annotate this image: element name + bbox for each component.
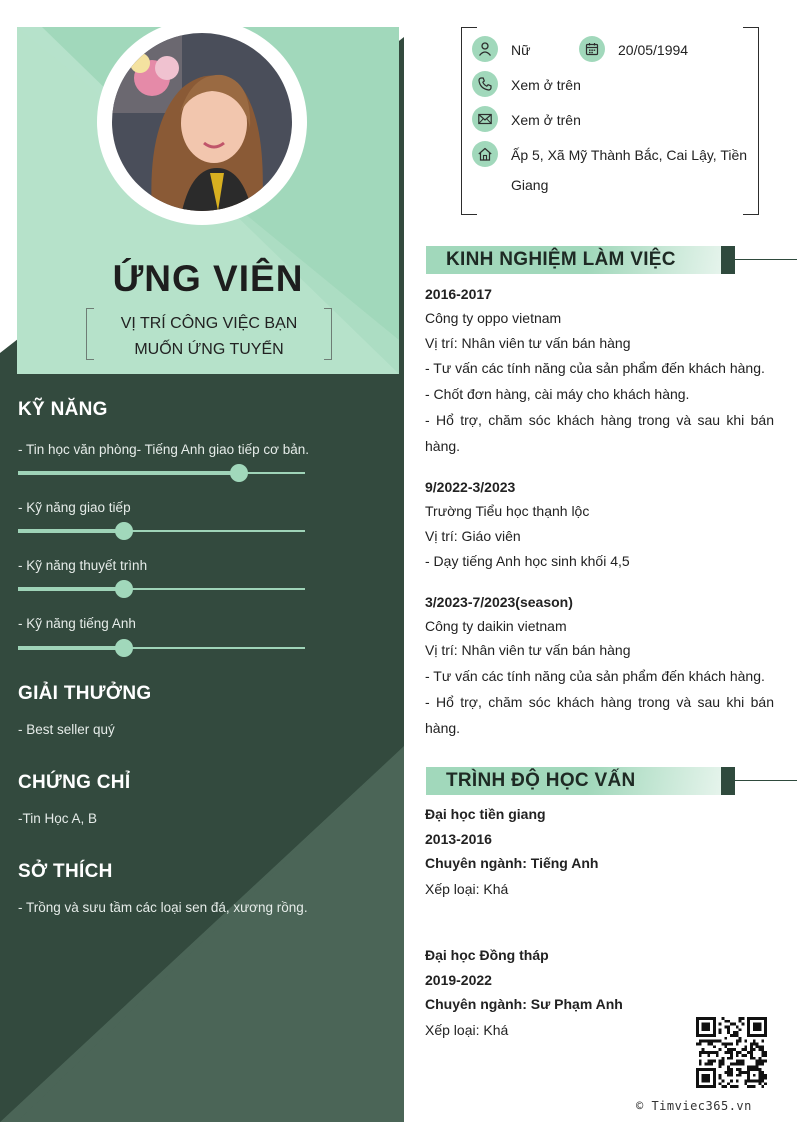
skill-bar [18, 530, 305, 532]
envelope-icon [472, 106, 498, 132]
email: Xem ở trên [511, 112, 581, 128]
skill-bar-knob [230, 464, 248, 482]
person-icon [472, 36, 498, 62]
calendar-icon [579, 36, 605, 62]
education-header [426, 767, 734, 795]
experience-header [426, 246, 734, 274]
school-period: 2013-2016 [425, 831, 492, 847]
job-duty: - Tư vấn các tính năng của sản phẩm đến khách hàng. [425, 360, 765, 376]
birthdate: 20/05/1994 [618, 42, 689, 58]
awards-text: - Best seller quý [18, 722, 115, 737]
school-period: 2019-2022 [425, 972, 492, 988]
home-icon [472, 141, 498, 167]
address-line-2: Giang [511, 177, 549, 193]
job-duty: hàng. [425, 438, 461, 454]
skill-bar [18, 647, 305, 649]
job-company: Trường Tiểu học thạnh lộc [425, 503, 590, 519]
job-period: 2016-2017 [425, 286, 492, 302]
experience-title: KINH NGHIỆM LÀM VIỆC [446, 249, 676, 270]
job-duty: - Chốt đơn hàng, cài máy cho khách hàng. [425, 386, 690, 402]
job-duty: - Tư vấn các tính năng của sản phẩm đến khách hàng. [425, 668, 765, 684]
hobbies-text: - Trồng và sưu tầm các loại sen đá, xương rồng. [18, 900, 308, 915]
skill-bar-fill [18, 587, 124, 591]
avatar [112, 33, 292, 211]
skill-label: - Kỹ năng thuyết trình [18, 558, 148, 573]
job-duty: - Hổ trợ, chăm sóc khách hàng trong và sau khi bán [425, 694, 774, 710]
job-period: 3/2023-7/2023(season) [425, 594, 573, 610]
header-bar-end [721, 246, 735, 274]
school-name: Đại học tiền giang [425, 806, 546, 822]
position-line-2: MUỐN ỨNG TUYỂN [134, 341, 284, 358]
school-major: Chuyên ngành: Sư Phạm Anh [425, 996, 623, 1012]
job-company: Công ty daikin vietnam [425, 618, 567, 634]
certificates-text: -Tin Học A, B [18, 811, 98, 826]
awards-title: GIẢI THƯỞNG [18, 683, 152, 704]
hobbies-title: SỞ THÍCH [18, 861, 113, 882]
job-role: Vị trí: Giáo viên [425, 528, 521, 544]
job-role: Vị trí: Nhân viên tư vấn bán hàng [425, 642, 631, 658]
job-duty: hàng. [425, 720, 461, 736]
phone: Xem ở trên [511, 77, 581, 93]
desired-position-box [86, 308, 332, 360]
header-line [735, 780, 797, 781]
job-company: Công ty oppo vietnam [425, 310, 562, 326]
skill-label: - Kỹ năng giao tiếp [18, 500, 131, 515]
school-name: Đại học Đồng tháp [425, 947, 549, 963]
header-line [735, 259, 797, 260]
position-line-1: VỊ TRÍ CÔNG VIỆC BẠN [120, 315, 298, 332]
job-duty: - Hổ trợ, chăm sóc khách hàng trong và sau khi bán [425, 412, 774, 428]
skill-bar-fill [18, 646, 124, 650]
school-grade: Xếp loại: Khá [425, 881, 509, 897]
phone-icon [472, 71, 498, 97]
bracket-right [743, 27, 759, 215]
job-duty: - Dạy tiếng Anh học sinh khối 4,5 [425, 553, 630, 569]
education-title: TRÌNH ĐỘ HỌC VẤN [446, 770, 636, 791]
school-grade: Xếp loại: Khá [425, 1022, 509, 1038]
qr-code [696, 1017, 767, 1088]
skill-bar [18, 472, 305, 474]
skill-label: - Kỹ năng tiếng Anh [18, 616, 136, 631]
contact-box [461, 27, 759, 215]
address-line-1: Ấp 5, Xã Mỹ Thành Bắc, Cai Lậy, Tiền [511, 147, 748, 163]
skill-label: - Tin học văn phòng- Tiếng Anh giao tiếp cơ bản. [18, 442, 310, 457]
job-period: 9/2022-3/2023 [425, 479, 516, 495]
skill-bar-fill [18, 529, 124, 533]
skills-title: KỸ NĂNG [18, 399, 108, 420]
desired-position [86, 311, 332, 363]
candidate-name: ỨNG VIÊN [112, 258, 304, 299]
school-major: Chuyên ngành: Tiếng Anh [425, 855, 599, 871]
skill-bar [18, 588, 305, 590]
brand-watermark: © Timviec365.vn [636, 1099, 752, 1113]
gender: Nữ [511, 42, 531, 58]
header-bar-end [721, 767, 735, 795]
certificates-title: CHỨNG CHỈ [18, 772, 131, 793]
job-role: Vị trí: Nhân viên tư vấn bán hàng [425, 335, 631, 351]
skill-bar-fill [18, 471, 239, 475]
